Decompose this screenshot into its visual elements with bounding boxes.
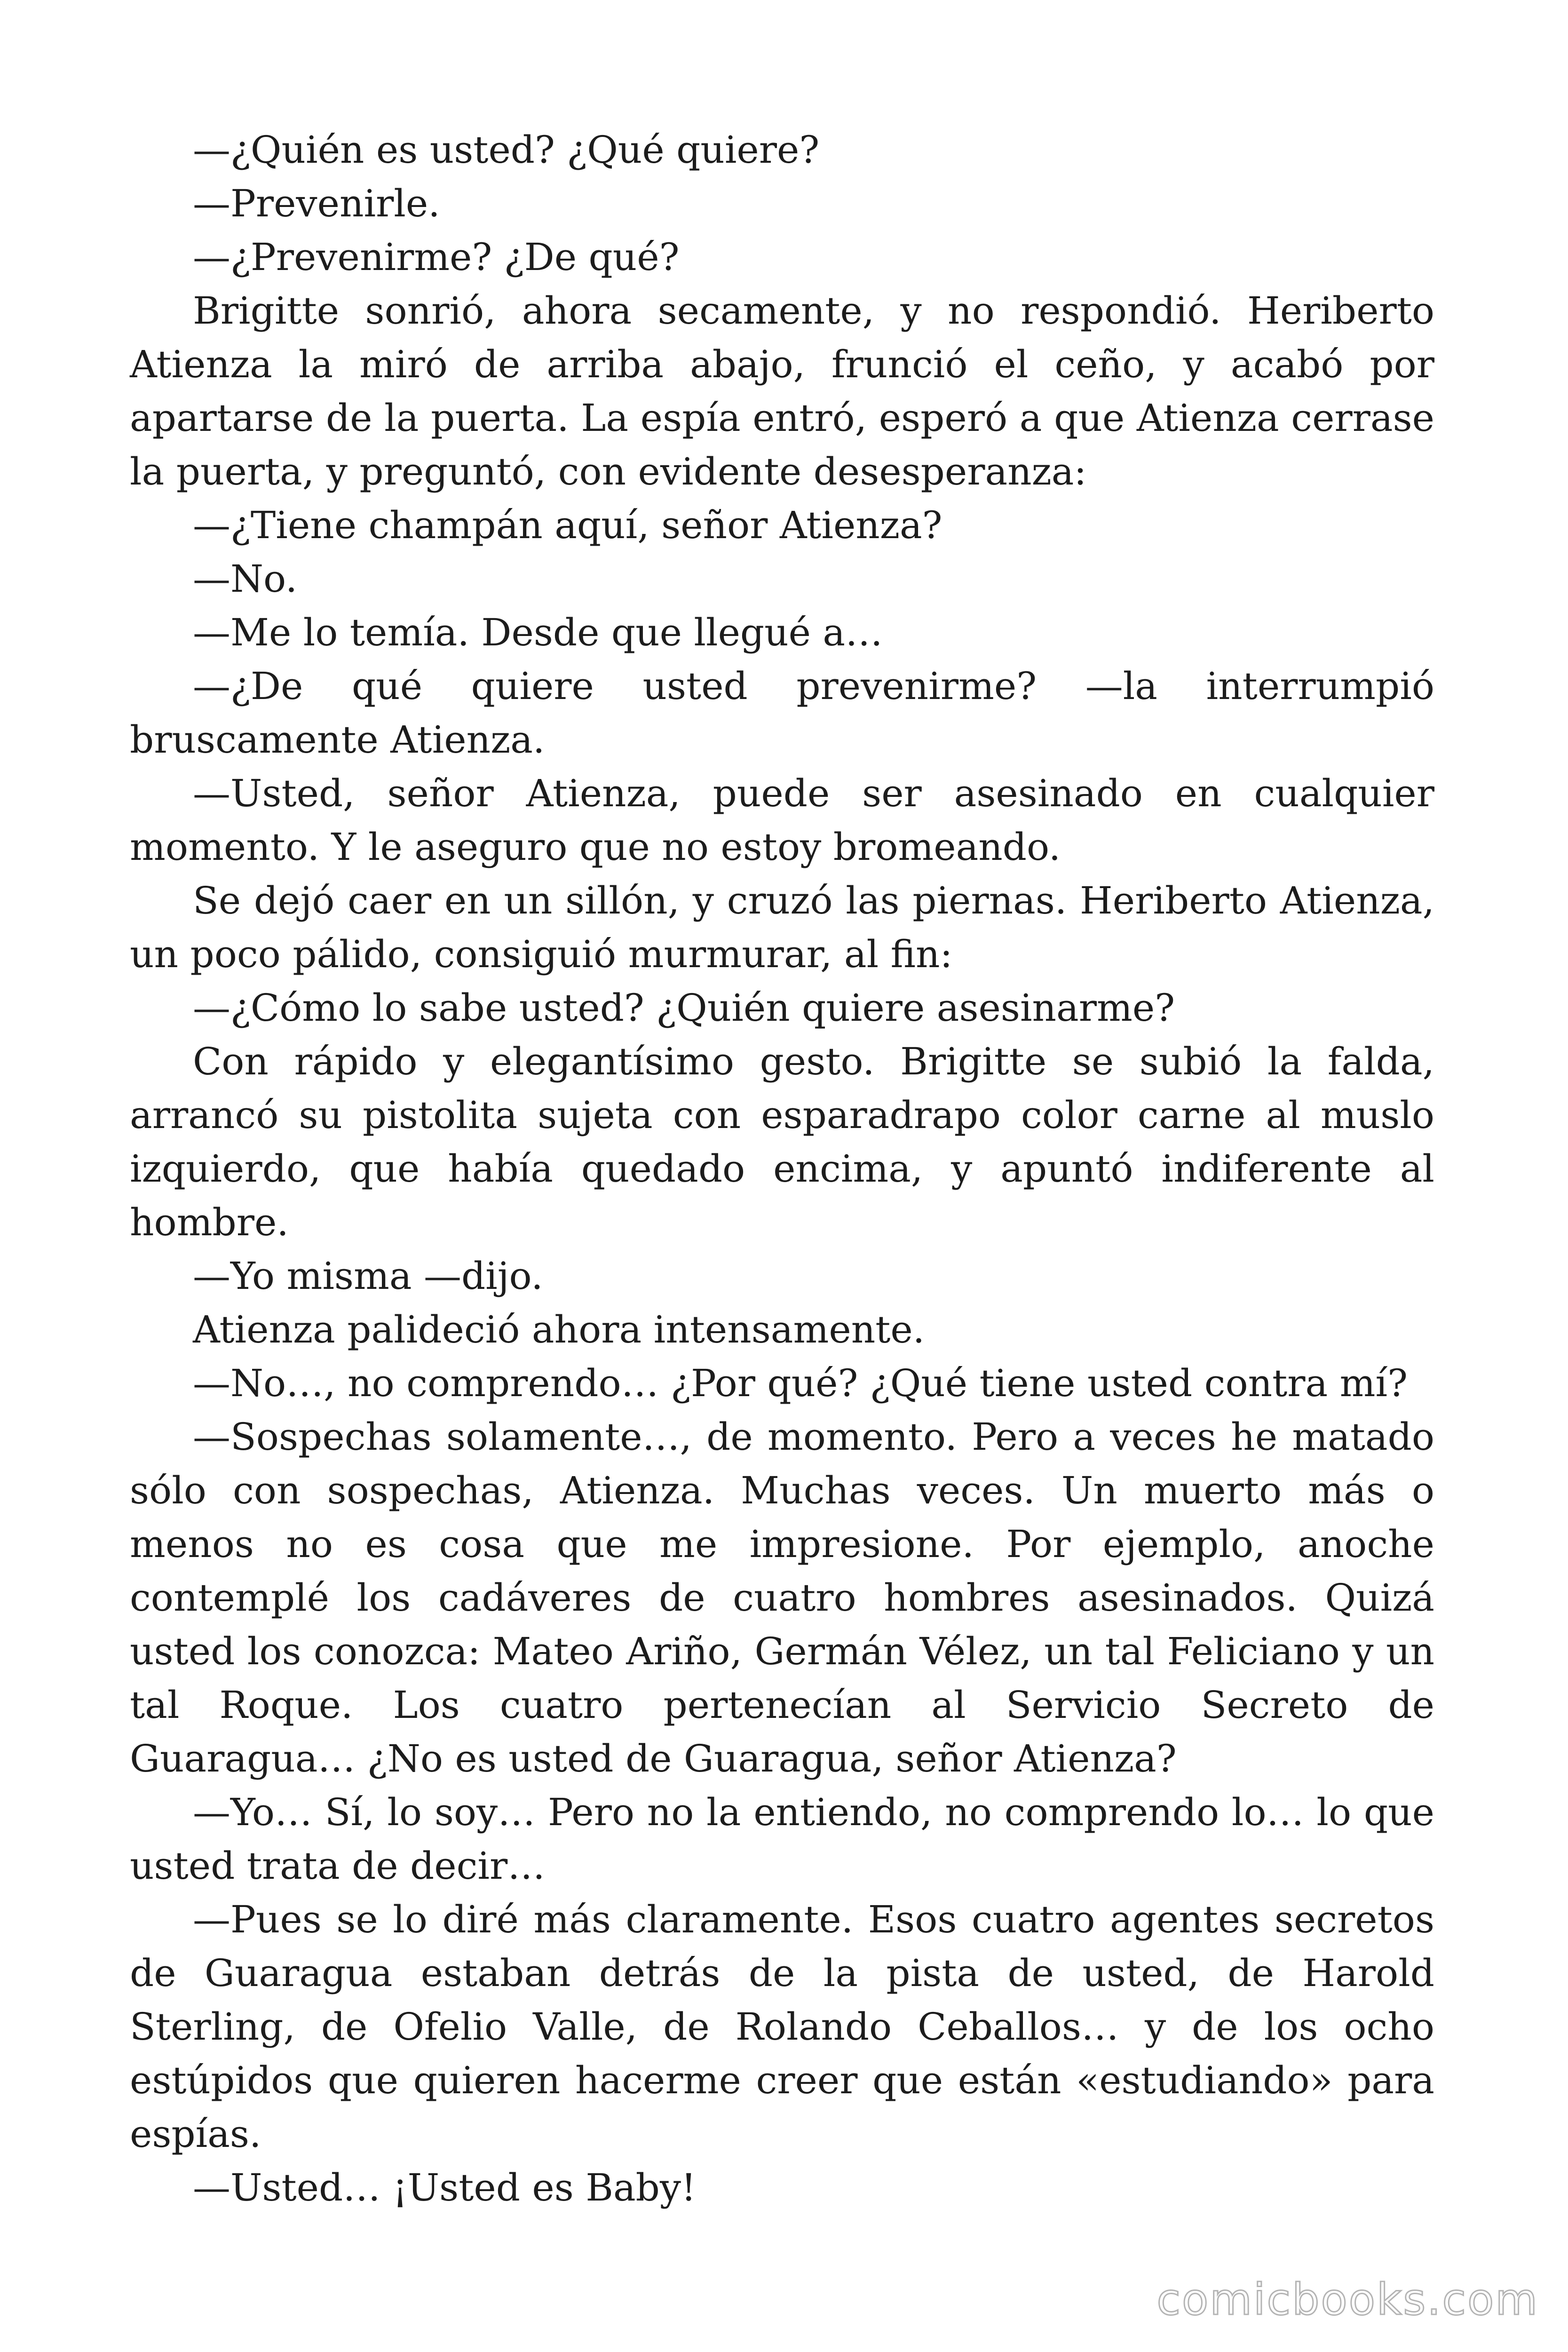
body-text [130, 123, 1434, 2215]
paragraph: —Pues se lo diré más claramente. Esos cuatro agentes secretos de Guaragua estaban detrás de la pista de usted, de Harold Sterling, de Ofelio Valle, de Rolando Ceballos… y de los ocho estúpidos que quieren hacerme creer que están «estudiando» para espías. [130, 1898, 1434, 2156]
paragraph: —¿De qué quiere usted prevenirme? —la interrumpió bruscamente Atienza. [130, 664, 1434, 762]
paragraph: —Yo… Sí, lo soy… Pero no la entiendo, no comprendo lo… lo que usted trata de decir… [130, 1790, 1434, 1888]
paragraph: —¿Prevenirme? ¿De qué? [193, 235, 680, 279]
paragraph: —No…, no comprendo… ¿Por qué? ¿Qué tiene usted contra mí? [193, 1361, 1408, 1405]
paragraph: —¿Quién es usted? ¿Qué quiere? [193, 128, 820, 172]
paragraph: —¿Cómo lo sabe usted? ¿Quién quiere asesinarme? [193, 986, 1175, 1030]
paragraph: —Prevenirle. [193, 182, 440, 225]
paragraph: —Yo misma —dijo. [193, 1254, 543, 1298]
paragraph: —¿Tiene champán aquí, señor Atienza? [193, 503, 942, 547]
paragraph: —Me lo temía. Desde que llegué a… [193, 611, 883, 654]
paragraph: Con rápido y elegantísimo gesto. Brigitte se subió la falda, arrancó su pistolita sujeta con esparadrapo color carne al muslo izquierdo, que había quedado encima, y apuntó indiferente al hombre. [130, 1040, 1434, 1244]
paragraph: Se dejó caer en un sillón, y cruzó las piernas. Heriberto Atienza, un poco pálido, consiguió murmurar, al fin: [130, 879, 1434, 976]
paragraph: —Usted, señor Atienza, puede ser asesinado en cualquier momento. Y le aseguro que no estoy bromeando. [130, 771, 1434, 869]
paragraph: —No. [193, 557, 298, 601]
watermark: comicbooks.com [1156, 2274, 1539, 2325]
paragraph: —Sospechas solamente…, de momento. Pero a veces he matado sólo con sospechas, Atienza. Muchas veces. Un muerto más o menos no es cosa que me impresione. Por ejemplo, anoche contemplé los cadáveres de cuatro hombres asesinados. Quizá usted los conozca: Mateo Ariño, Germán Vélez, un tal Feliciano y un tal Roque. Los cuatro pertenecían al Servicio Secreto de Guaragua… ¿No es usted de Guaragua, señor Atienza? [130, 1415, 1434, 1780]
paragraph: —Usted… ¡Usted es Baby! [193, 2166, 697, 2209]
paragraph: Brigitte sonrió, ahora secamente, y no respondió. Heriberto Atienza la miró de arriba abajo, frunció el ceño, y acabó por apartarse de la puerta. La espía entró, esperó a que Atienza cerrase la puerta, y preguntó, con evidente desesperanza: [130, 289, 1434, 493]
paragraph: Atienza palideció ahora intensamente. [193, 1308, 925, 1351]
